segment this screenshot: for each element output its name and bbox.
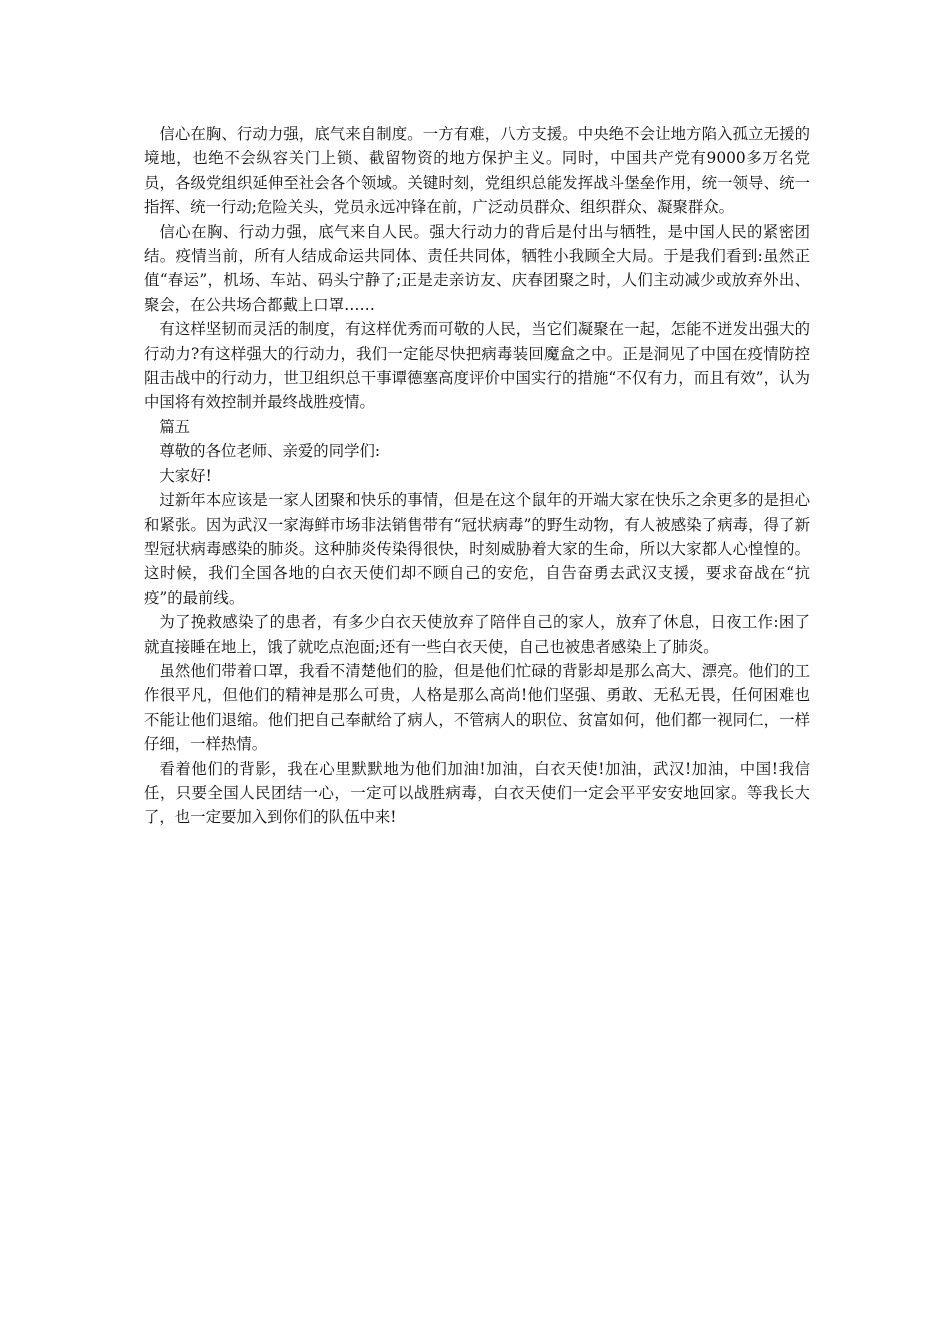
paragraph-figures: 虽然他们带着口罩，我看不清楚他们的脸，但是他们忙碌的背影却是那么高大、漂亮。他们的工作很平凡，但他们的精神是那么可贵，人格是那么高尚!他们坚强、勇敢、无私无畏，任何困难也不能让他们退缩。他们把自己奉献给了病人，不管病人的职位、贫富如何，他们都一视同仁，一样仔细，一样热情。 [144,661,810,754]
section-heading: 篇五 [159,417,191,436]
paragraph-system: 信心在胸、行动力强，底气来自制度。一方有难，八方支援。中央绝不会让地方陷入孤立无援的境地，也绝不会纵容关门上锁、截留物资的地方保护主义。同时，中国共产党有9000多万名党员，各级党组织延伸至社会各个领域。关键时刻，党组织总能发挥战斗堡垒作用，统一领导、统一指挥、统一行动;危险关头，党员永远冲锋在前，广泛动员群众、组织群众、凝聚群众。 [144,125,810,217]
paragraph-action: 有这样坚韧而灵活的制度，有这样优秀而可敬的人民，当它们凝聚在一起，怎能不迸发出强大的行动力?有这样强大的行动力，我们一定能尽快把病毒装回魔盒之中。正是洞见了中国在疫情防控阻击战中的行动力，世卫组织总干事谭德塞高度评价中国实行的措施“不仅有力，而且有效”，认为中国将有效控制并最终战胜疫情。 [144,320,810,412]
paragraph-rescue: 为了挽救感染了的患者，有多少白衣天使放弃了陪伴自己的家人，放弃了休息，日夜工作:困了就直接睡在地上，饿了就吃点泡面;还有一些白衣天使，自己也被患者感染上了肺炎。 [144,613,810,656]
paragraph-people: 信心在胸、行动力强，底气来自人民。强大行动力的背后是付出与牺牲，是中国人民的紧密团结。疫情当前，所有人结成命运共同体、责任共同体，牺牲小我顾全大局。于是我们看到:虽然正值“春运”，机场、车站、码头宁静了;正是走亲访友、庆春团聚之时，人们主动减少或放弃外出、聚会，在公共场合都戴上口罩…… [144,222,810,314]
document-body [144,122,810,830]
greeting: 大家好! [159,466,212,485]
paragraph-new-year: 过新年本应该是一家人团聚和快乐的事情，但是在这个鼠年的开端大家在快乐之余更多的是担心和紧张。因为武汉一家海鲜市场非法销售带有“冠状病毒”的野生动物，有人被感染了病毒，得了新型冠状病毒感染的肺炎。这种肺炎传染得很快，时刻威胁着大家的生命，所以大家都人心惶惶的。这时候，我们全国各地的白衣天使们却不顾自己的安危，自告奋勇去武汉支援，要求奋战在“抗疫”的最前线。 [144,491,810,607]
paragraph-closing: 看着他们的背影，我在心里默默地为他们加油!加油，白衣天使!加油，武汉!加油，中国!我信任，只要全国人民团结一心，一定可以战胜病毒，白衣天使们一定会平平安安地回家。等我长大了，也一定要加入到你们的队伍中来! [144,759,810,827]
salutation: 尊敬的各位老师、亲爱的同学们: [159,442,381,461]
